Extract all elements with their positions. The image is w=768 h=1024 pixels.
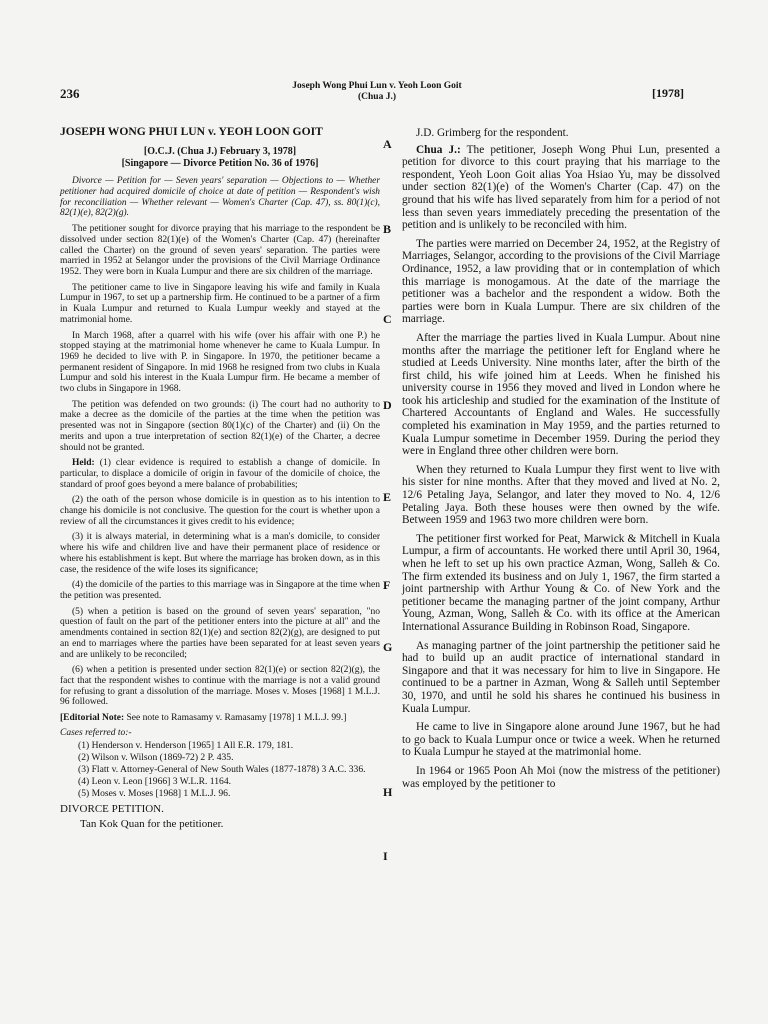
margin-letter: A [383,137,392,151]
page-number: 236 [60,86,80,101]
held-text: (1) clear evidence is required to establish a change of domicile. In particular, to displace a domicile of origin in favour of the domicile of choice, the standard of proof goes beyond a mere balance of probabilities; [60,458,381,490]
judgment-paragraph: After the marriage the parties lived in Kuala Lumpur. About nine months after the marriage the petitioner left for England where he studied at Leeds University. Nine months later, after the birth of the first child, his wife joined him at Leeds. When he finished his university course in 1956 they moved and lived in London where he took his articleship and studied for the examination of the Institute of Chartered Accountants of England and Wales. He successfully completed his examination in May 1959, and the parties returned to Kuala Lumpur sometime in December 1959. During the period they were in England three other children were born. [402,331,720,458]
case-item: (5) Moses v. Moses [1968] 1 M.L.J. 96. [78,787,231,799]
margin-letter: H [383,785,393,799]
case-title: JOSEPH WONG PHUI LUN v. YEOH LOON GOIT [60,125,323,138]
headnote-column [60,125,380,830]
margin-letter: G [383,640,393,654]
judgment-paragraph: The parties were married on December 24, 1952, at the Registry of Marriages, Selangor, according to the provisions of the Civil Marriage Ordinance, 1952, a law providing that or in contemplation of which this marriage is monogamous. At the date of the marriage the petitioner was a bachelor and the respondent a widow. Both the parties were born in Kuala Lumpur. There are six children of the marriage. [402,237,720,326]
judgment-opening [402,144,720,232]
held-paragraph [60,458,380,490]
margin-letter: C [383,312,392,326]
headnote-paragraph: In March 1968, after a quarrel with his wife (over his affair with one P.) he stopped staying at the matrimonial home whenever he came to Kuala Lumpur. In 1969 he decided to live with P. in Singapore. In 1970, the petitioner became a permanent resident of Singapore. In mid 1968 he resigned from two clubs in Kuala Lumpur and sold his interest in the Kuala Lumpur firm. He became a member of two clubs in Singapore in 1968. [60,330,380,395]
held-point: (4) the domicile of the parties to this marriage was in Singapore at the time when the petition was presented. [60,580,380,601]
petitioner-counsel: Tan Kok Quan for the petitioner. [80,817,224,830]
catchwords: Divorce — Petition for — Seven years' separation — Objections to — Whether petitioner had acquired domicile of choice at date of petition — Respondent's wish for reconciliation — Whether relevant — Women's Charter (Cap. 47), ss. 80(1)(c), 82(1)(e), 82(2)(g). [60,176,380,219]
respondent-counsel: J.D. Grimberg for the respondent. [416,127,569,139]
held-point: (6) when a petition is presented under section 82(1)(e) or section 82(2)(g), the fact that the respondent wishes to continue with the marriage is not a valid ground for refusing to grant a dissolution of the marriage. Moses v. Moses [1968] 1 M.L.J. 96 followed. [60,665,380,708]
editorial-text: See note to Ramasamy v. Ramasamy [1978] 1 M.L.J. 99.] [126,713,347,724]
margin-letter: F [383,578,391,592]
petition-heading: DIVORCE PETITION. [60,802,164,815]
held-point: (5) when a petition is based on the ground of seven years' separation, "no question of fault on the part of the petitioner enters into the picture at all" and the amendments contained in section 82(1)(e) and section 82(2)(g), are designed to put an end to marriages where the parties have been separated for at least seven years and are unlikely to be reconciled; [60,606,380,660]
running-header [262,81,492,103]
judgment-column [402,127,720,796]
cases-heading: Cases referred to:- [60,727,132,738]
headnote-paragraph: The petitioner sought for divorce praying that his marriage to the respondent be dissolved under section 82(1)(e) of the Women's Charter (Cap. 47) (hereinafter called the Charter) on the ground of seven years' separation. The parties were married in 1952 at Selangor under the provisions of the Civil Marriage Ordinance 1952. They were born in Kuala Lumpur and there are six children of the marriage. [60,224,380,277]
running-judge: (Chua J.) [357,92,396,102]
judgment-paragraph: He came to live in Singapore alone around June 1967, but he had to go back to Kuala Lumpur once or twice a week. When he returned to Kuala Lumpur he stayed at the matrimonial home. [402,721,720,759]
case-item: (3) Flatt v. Attorney-General of New South Wales (1877-1878) 3 A.C. 336. [78,763,366,775]
case-item: (1) Henderson v. Henderson [1965] 1 All E.R. 179, 181. [78,739,294,751]
held-point: (3) it is always material, in determining what is a man's domicile, to consider where his wife and children live and have their permanent place of residence or where his establishment is kept. But where the marriage has broken down, as in this case, the residence of the wife loses its significance; [60,532,380,575]
case-item: (2) Wilson v. Wilson (1869-72) 2 P. 435. [78,751,234,763]
case-item: (4) Leon v. Leon [1966] 3 W.L.R. 1164. [78,775,232,787]
judgment-paragraph: The petitioner first worked for Peat, Marwick & Mitchell in Kuala Lumpur, a firm of accountants. He worked there until April 30, 1964, when he left to set up his own practice Azman, Wong, Salleh & Co. The firm extended its business and on July 1, 1967, the firm started a joint partnership with Arthur Young & Co. of New York and the petitioner became the managing partner of the joint company, Arthur Young, Azman, Wong, Salleh & Co. with its office at the American International Assurance Building in Robinson Road, Singapore. [402,532,720,633]
margin-letters [383,131,399,891]
report-year: [1978] [652,86,684,100]
judgment-paragraph: When they returned to Kuala Lumpur they first went to live with his sister for nine months. After that they moved and lived at No. 2, 12/6 Petaling Jaya, Selangor, and later they moved to No. 4, 12/6 Petaling Jaya. Both these houses were then owned by the wife. Between 1959 and 1963 two more children were born. [402,463,720,527]
petition-citation: [Singapore — Divorce Petition No. 36 of 1976] [121,158,319,169]
judgment-paragraph: In 1964 or 1965 Poon Ah Moi (now the mistress of the petitioner) was employed by the petitioner to [402,764,720,790]
margin-letter: E [383,490,392,504]
editorial-label: [Editorial Note: [60,713,125,724]
court-citation: [O.C.J. (Chua J.) February 3, 1978] [143,146,297,157]
margin-letter: B [383,222,392,236]
judge-name: Chua J.: [416,143,461,156]
opening-text: The petitioner, Joseph Wong Phui Lun, presented a petition for divorce to this court praying that his marriage to the respondent, Yeoh Loon Goit alias Yoa Hsiao Yu, may be dissolved under section 82(1)(e) of the Women's Charter (Cap. 47) on the ground that his wife has lived separately from him for a period of not less than seven years immediately preceding the presentation of the petition and is unlikely to be reconciled with him. [402,143,720,232]
judgment-paragraph: As managing partner of the joint partnership the petitioner said he had to build up an audit practice of international standard in Singapore and that it was necessary for him to live in Singapore. He continued to be a partner in Azman, Wong & Salleh until September 30, 1970, and until he sold his shares he continued his business in Kuala Lumpur. [402,639,720,715]
held-point: (2) the oath of the person whose domicile is in question as to his intention to change his domicile is not conclusive. The question for the court is whether upon a review of all the circumstances it gives credit to his evidence; [60,495,380,527]
held-label: Held: [72,458,95,469]
cases-list [60,740,380,799]
headnote-paragraph: The petition was defended on two grounds: (i) The court had no authority to make a decree as the domicile of the parties at the time when the petition was presented was not in Singapore (section 80(1)(c) of the Charter) and (ii) On the merits and upon a true interpretation of section 82(1)(e) of the Charter, a decree should not be granted. [60,399,380,453]
running-title: Joseph Wong Phui Lun v. Yeoh Loon Goit [292,81,462,91]
editorial-note [60,713,380,724]
headnote-paragraph: The petitioner came to live in Singapore leaving his wife and family in Kuala Lumpur in 1967, to set up a partnership firm. He continued to be a partner of a firm in Kuala Lumpur and returned to Kuala Lumpur weekly and stayed at the matrimonial home. [60,282,380,325]
margin-letter: D [383,398,392,412]
margin-letter: I [383,849,388,863]
